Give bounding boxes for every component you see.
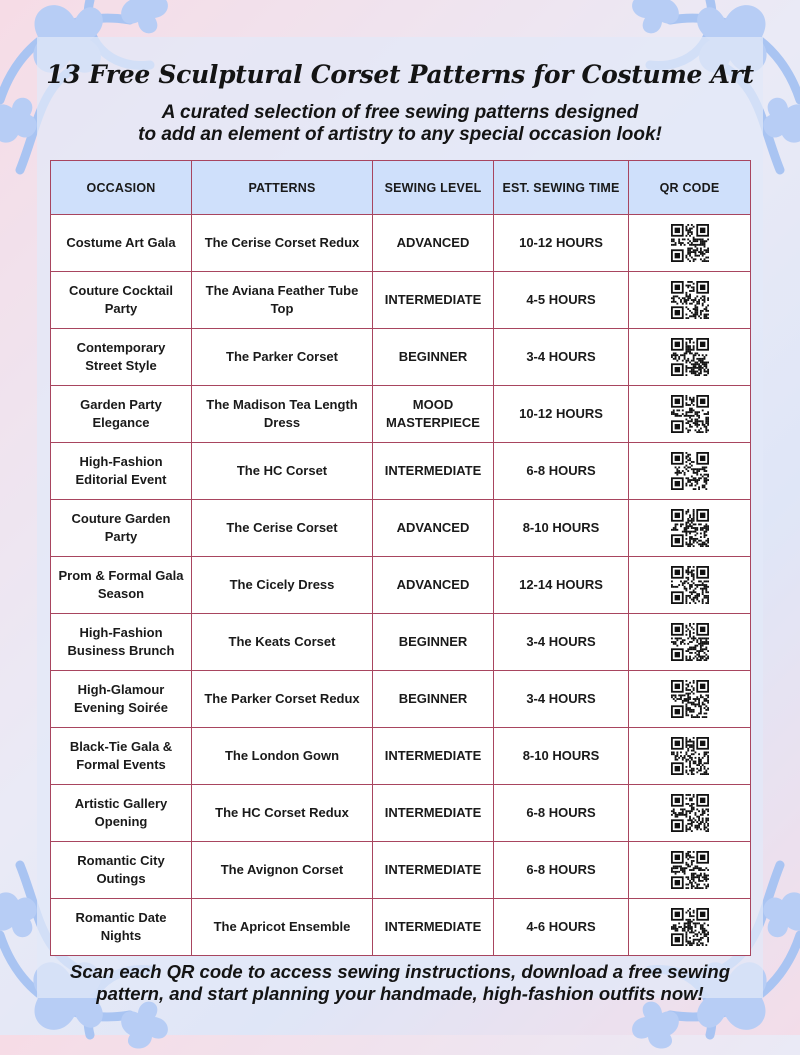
sewing-level-cell: BEGINNER bbox=[373, 671, 494, 728]
table-row bbox=[51, 728, 751, 785]
qr-code-cell bbox=[629, 443, 751, 500]
pattern-cell: The Cerise Corset Redux bbox=[192, 215, 373, 272]
qr-code-icon[interactable] bbox=[671, 224, 709, 262]
table-row bbox=[51, 557, 751, 614]
qr-code-icon[interactable] bbox=[671, 566, 709, 604]
qr-code-icon[interactable] bbox=[671, 737, 709, 775]
table-row bbox=[51, 500, 751, 557]
occasion-cell: High-Glamour Evening Soirée bbox=[51, 671, 192, 728]
sewing-level-cell: BEGINNER bbox=[373, 329, 494, 386]
occasion-cell: Romantic City Outings bbox=[51, 842, 192, 899]
sewing-level-cell: ADVANCED bbox=[373, 215, 494, 272]
sewing-level-cell: INTERMEDIATE bbox=[373, 899, 494, 956]
qr-code-cell bbox=[629, 557, 751, 614]
qr-code-icon[interactable] bbox=[671, 338, 709, 376]
patterns-table bbox=[50, 160, 751, 956]
qr-code-icon[interactable] bbox=[671, 452, 709, 490]
occasion-cell: Couture Garden Party bbox=[51, 500, 192, 557]
qr-code-cell bbox=[629, 329, 751, 386]
footer-line-1: Scan each QR code to access sewing instructions, download a free sewing bbox=[69, 961, 731, 982]
sewing-time-cell: 6-8 HOURS bbox=[494, 443, 629, 500]
sewing-time-cell: 12-14 HOURS bbox=[494, 557, 629, 614]
occasion-cell: Contemporary Street Style bbox=[51, 329, 192, 386]
sewing-time-cell: 3-4 HOURS bbox=[494, 329, 629, 386]
occasion-cell: High-Fashion Editorial Event bbox=[51, 443, 192, 500]
sewing-level-cell: INTERMEDIATE bbox=[373, 443, 494, 500]
table-row bbox=[51, 785, 751, 842]
table-row bbox=[51, 443, 751, 500]
qr-code-icon[interactable] bbox=[671, 680, 709, 718]
occasion-cell: Couture Cocktail Party bbox=[51, 272, 192, 329]
sewing-time-cell: 3-4 HOURS bbox=[494, 671, 629, 728]
subtitle-line-2: to add an element of artistry to any special occasion look! bbox=[138, 124, 662, 145]
qr-code-icon[interactable] bbox=[671, 281, 709, 319]
table-row bbox=[51, 614, 751, 671]
sewing-level-cell: ADVANCED bbox=[373, 500, 494, 557]
table-row bbox=[51, 842, 751, 899]
page-title: 13 Free Sculptural Corset Patterns for Costume Art bbox=[46, 60, 754, 89]
pattern-cell: The Cicely Dress bbox=[192, 557, 373, 614]
qr-code-icon[interactable] bbox=[671, 908, 709, 946]
pattern-cell: The Avignon Corset bbox=[192, 842, 373, 899]
pattern-cell: The Parker Corset Redux bbox=[192, 671, 373, 728]
table-row bbox=[51, 671, 751, 728]
qr-code-icon[interactable] bbox=[671, 623, 709, 661]
pattern-cell: The Parker Corset bbox=[192, 329, 373, 386]
qr-code-cell bbox=[629, 500, 751, 557]
sewing-level-cell: INTERMEDIATE bbox=[373, 272, 494, 329]
occasion-cell: Romantic Date Nights bbox=[51, 899, 192, 956]
table-header-row bbox=[51, 161, 751, 215]
table-row bbox=[51, 386, 751, 443]
pattern-cell: The London Gown bbox=[192, 728, 373, 785]
qr-code-cell bbox=[629, 614, 751, 671]
occasion-cell: High-Fashion Business Brunch bbox=[51, 614, 192, 671]
qr-code-icon[interactable] bbox=[671, 794, 709, 832]
table-body bbox=[51, 215, 751, 956]
table-row bbox=[51, 329, 751, 386]
qr-code-cell bbox=[629, 386, 751, 443]
pattern-cell: The Apricot Ensemble bbox=[192, 899, 373, 956]
occasion-cell: Garden Party Elegance bbox=[51, 386, 192, 443]
sewing-time-cell: 8-10 HOURS bbox=[494, 728, 629, 785]
footer-line-2: pattern, and start planning your handmade, high-fashion outfits now! bbox=[96, 983, 704, 1004]
qr-code-cell bbox=[629, 728, 751, 785]
occasion-cell: Costume Art Gala bbox=[51, 215, 192, 272]
qr-code-icon[interactable] bbox=[671, 851, 709, 889]
table-row bbox=[51, 899, 751, 956]
pattern-cell: The Madison Tea Length Dress bbox=[192, 386, 373, 443]
subtitle-line-1: A curated selection of free sewing patterns designed bbox=[161, 102, 639, 123]
page-subtitle bbox=[0, 102, 800, 146]
sewing-time-cell: 8-10 HOURS bbox=[494, 500, 629, 557]
occasion-cell: Black-Tie Gala & Formal Events bbox=[51, 728, 192, 785]
column-header-sewing-level: SEWING LEVEL bbox=[373, 161, 494, 215]
qr-code-cell bbox=[629, 785, 751, 842]
column-header-occasion: OCCASION bbox=[51, 161, 192, 215]
qr-code-icon[interactable] bbox=[671, 395, 709, 433]
column-header-qr-code: QR CODE bbox=[629, 161, 751, 215]
qr-code-cell bbox=[629, 215, 751, 272]
qr-code-cell bbox=[629, 899, 751, 956]
sewing-time-cell: 10-12 HOURS bbox=[494, 386, 629, 443]
column-header-patterns: PATTERNS bbox=[192, 161, 373, 215]
pattern-cell: The Aviana Feather Tube Top bbox=[192, 272, 373, 329]
sewing-time-cell: 10-12 HOURS bbox=[494, 215, 629, 272]
pattern-cell: The Keats Corset bbox=[192, 614, 373, 671]
pattern-cell: The HC Corset bbox=[192, 443, 373, 500]
pattern-cell: The Cerise Corset bbox=[192, 500, 373, 557]
sewing-time-cell: 4-6 HOURS bbox=[494, 899, 629, 956]
sewing-level-cell: BEGINNER bbox=[373, 614, 494, 671]
sewing-time-cell: 4-5 HOURS bbox=[494, 272, 629, 329]
sewing-level-cell: MOOD MASTERPIECE bbox=[373, 386, 494, 443]
sewing-level-cell: INTERMEDIATE bbox=[373, 728, 494, 785]
sewing-time-cell: 6-8 HOURS bbox=[494, 785, 629, 842]
occasion-cell: Artistic Gallery Opening bbox=[51, 785, 192, 842]
sewing-time-cell: 3-4 HOURS bbox=[494, 614, 629, 671]
sewing-time-cell: 6-8 HOURS bbox=[494, 842, 629, 899]
footer-note bbox=[0, 961, 800, 1005]
table-row bbox=[51, 272, 751, 329]
qr-code-cell bbox=[629, 842, 751, 899]
qr-code-cell bbox=[629, 272, 751, 329]
occasion-cell: Prom & Formal Gala Season bbox=[51, 557, 192, 614]
sewing-level-cell: INTERMEDIATE bbox=[373, 842, 494, 899]
sewing-level-cell: INTERMEDIATE bbox=[373, 785, 494, 842]
qr-code-cell bbox=[629, 671, 751, 728]
table-row bbox=[51, 215, 751, 272]
qr-code-icon[interactable] bbox=[671, 509, 709, 547]
pattern-cell: The HC Corset Redux bbox=[192, 785, 373, 842]
column-header-sewing-time: EST. SEWING TIME bbox=[494, 161, 629, 215]
sewing-level-cell: ADVANCED bbox=[373, 557, 494, 614]
